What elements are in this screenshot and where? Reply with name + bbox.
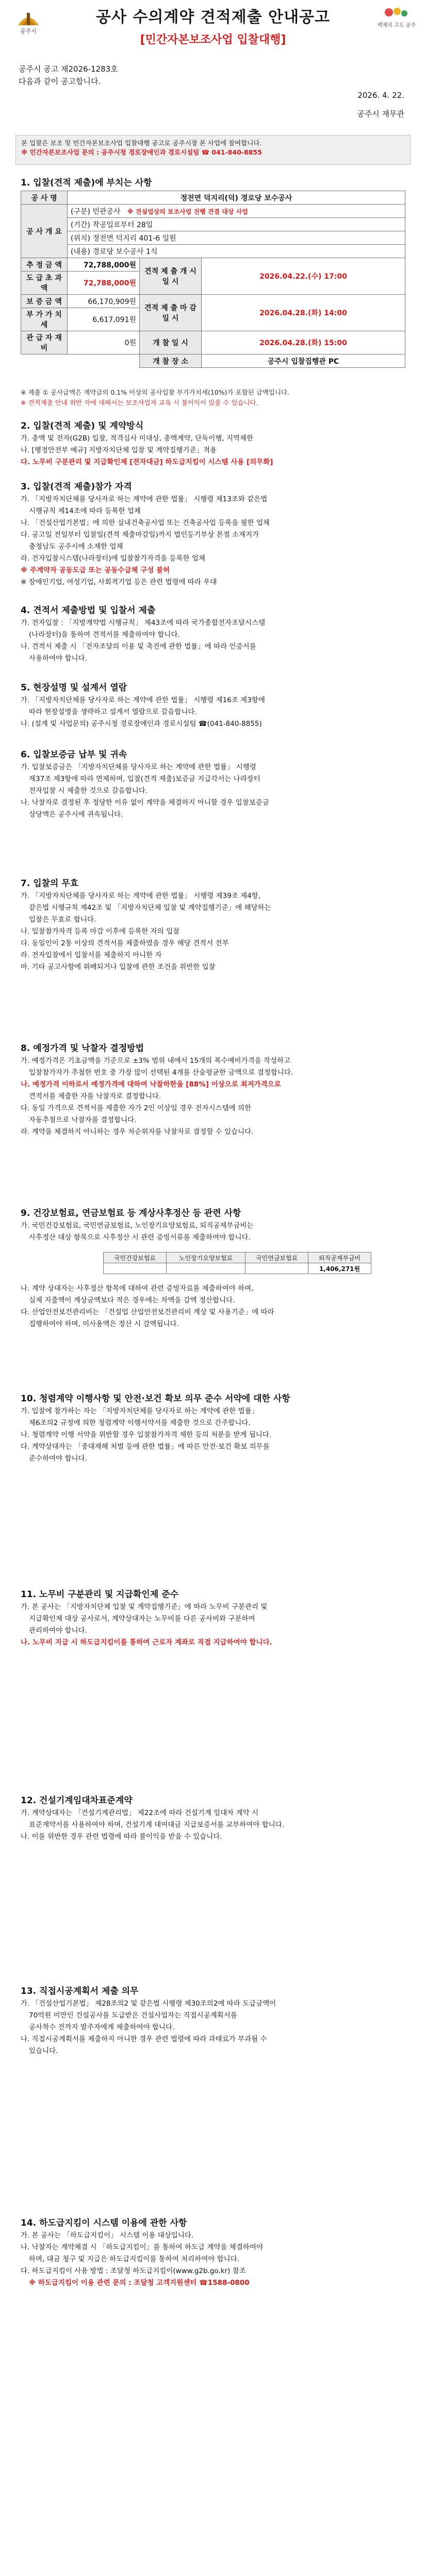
section-6-line: 제37조 제3항에 따라 면제하며, 입찰(견적 제출)보증금 지급각서는 나라장터 xyxy=(29,775,260,783)
section-7-line: 입찰은 무효로 합니다. xyxy=(29,916,96,924)
section-5-title: 5. 현장설명 및 설계서 열람 xyxy=(21,683,127,693)
section-14-line: ※ 하도급지킴이 이용 관련 문의 : 조달청 고객지원센터 ☎1588-0800 xyxy=(29,2279,250,2287)
amount-b-value: 72,788,000원 xyxy=(68,272,140,295)
start-label: 견적 제 출 개 시 일 시 xyxy=(140,258,202,295)
section-6-line: 전자입찰 시 제출한 것으로 갈음합니다. xyxy=(29,787,148,795)
section-8-line: 자동추첨으로 낙찰자를 결정합니다. xyxy=(29,1116,137,1124)
section-9-line: 실제 지출액이 계상금액보다 적은 경우에는 차액을 감액 정산합니다. xyxy=(29,1296,235,1304)
project-name: 정전면 덕지리(덕) 경로당 보수공사 xyxy=(68,191,405,205)
section-12-line: 가. 계약상대자는 「건설기계관리법」 제22조에 따라 건설기계 임대차 계약 시 xyxy=(21,1809,258,1817)
amount-b-label: 도 급 초 과 액 xyxy=(21,272,68,295)
page-title: 공사 수의계약 견적제출 안내공고 xyxy=(95,8,331,26)
section-9-line: 다. 산업안전보건관리비는 「건설업 산업안전보건관리비 계상 및 사용기준」에 따라 xyxy=(21,1308,274,1316)
section-7-title: 7. 입찰의 무효 xyxy=(21,878,79,889)
end-value: 2026.04.28.(화) 14:00 xyxy=(202,295,405,331)
section-6-body xyxy=(21,761,402,821)
section-7-line: 마. 기타 공고사항에 위배되거나 입찰에 관한 조건을 위반한 입찰 xyxy=(21,963,216,971)
amount-a-label: 추 정 금 액 xyxy=(21,258,68,272)
section-7-line: 가. 「지방자치단체를 당사자로 하는 계약에 관한 법률」 시행령 제39조 제4항, xyxy=(21,892,261,900)
section-10-title: 10. 청렴계약 이행사항 및 안전·보건 확보 의무 준수 서약에 대한 사항 xyxy=(21,1394,290,1404)
section-11-line: 관리하여야 합니다. xyxy=(29,1626,87,1635)
amount-e-value: 0원 xyxy=(68,331,140,354)
logo-text: 공주시 xyxy=(20,28,37,35)
open-place-value: 공주시 입찰집행관 PC xyxy=(202,354,405,368)
amount-d-value: 6,617,091원 xyxy=(68,308,140,331)
section-8-line: 견적서를 제출한 자를 낙찰자로 결정합니다. xyxy=(29,1092,161,1100)
section-8-title: 8. 예정가격 및 낙찰자 결정방법 xyxy=(21,1043,144,1054)
notice-intro: 다음과 같이 공고합니다. xyxy=(19,77,101,86)
section-11-title: 11. 노무비 구분관리 및 지급확인제 준수 xyxy=(21,1589,179,1600)
section-2-body xyxy=(21,433,402,468)
section-5-body xyxy=(21,694,402,730)
insurance-header: 국민연금보험료 xyxy=(245,1252,308,1263)
section-11-line: 나. 노무비 지급 시 하도급지킴이를 통하여 근로자 계좌로 직접 지급하여야 합니다. xyxy=(21,1638,272,1647)
section-9-body xyxy=(21,1220,402,1244)
section-11-body xyxy=(21,1601,402,1649)
section-2-line: 다. 노무비 구분관리 및 지급확인제 [전자대금] 하도급지킴이 시스템 사용 [의무화] xyxy=(21,458,273,466)
section-10-line: 제6조의2 규정에 의한 청렴계약 이행서약서를 제출한 것으로 간주합니다. xyxy=(29,1419,251,1427)
amount-c-label: 보 증 금 액 xyxy=(21,295,68,308)
section-1-footnote-1: ※ 제출 ① 공사금액은 계약금의 0.1% 이상의 공사입찰 부가가치세(10%)가 포함된 금액입니다. xyxy=(21,388,290,396)
insurance-header: 노인장기요양보험료 xyxy=(166,1252,245,1263)
section-2-line: 가. 총액 및 전자(G2B) 입찰, 적격심사 미대상, 총액계약, 단독이행, 지역제한 xyxy=(21,434,254,443)
end-label: 견적 제 출 마 감 일 시 xyxy=(140,295,202,331)
section-3-line: ※ 주계약자 공동도급 또는 공동수급체 구성 불허 xyxy=(21,566,170,574)
slogan-logo-text: 백제의 고도 공주 xyxy=(378,23,416,28)
page-subtitle: [민간자본보조사업 입찰대행] xyxy=(140,33,286,46)
section-12-title: 12. 건설기계임대차표준계약 xyxy=(21,1795,133,1806)
section-3-line: ※ 장애인기업, 여성기업, 사회적기업 등은 관련 법령에 따라 우대 xyxy=(21,578,217,586)
section-7-line: 다. 동일인이 2통 이상의 견적서를 제출하였을 경우 해당 견적서 전부 xyxy=(21,939,229,947)
insurance-header: 국민건강보험료 xyxy=(104,1252,167,1263)
notice-meta xyxy=(19,63,118,88)
section-11-line: 가. 본 공사는 「지방자치단체 입찰 및 계약집행기준」에 따라 노무비 구분관리 및 xyxy=(21,1603,268,1611)
section-13-line: 공사착수 전까지 발주자에게 제출하여야 합니다. xyxy=(29,2023,175,2031)
section-3-line: 충청남도 공주시에 소재한 업체 xyxy=(29,543,123,551)
section-13-line: 가. 「건설산업기본법」 제28조의2 및 같은법 시행령 제30조의2에 따라 도급금액이 xyxy=(21,1999,276,2008)
section-14-line: 가. 본 공사는 「하도급지킴이」 시스템 이용 대상입니다. xyxy=(21,2231,194,2240)
notice-date: 2026. 4. 22. xyxy=(357,91,404,100)
notice-issuer: 공주시 재무관 xyxy=(357,109,404,118)
section-3-line: 가. 「지방자치단체를 당사자로 하는 계약에 관한 법률」 시행령 제13조와 같은법 xyxy=(21,495,268,503)
section-8-line: 나. 예정가격 이하로서 예정가격에 대하여 낙찰하한율 [88%] 이상으로 최저가격으로 xyxy=(21,1080,281,1089)
section-1-footnote-2: ※ 견적제출 안내 위반 자에 대해서는 보조사업자 교육 시 불이익이 있을 수 있습니다. xyxy=(21,399,258,406)
section-10-line: 나. 청렴계약 이행 서약을 위반할 경우 입찰참가자격 제한 등의 처분을 받게 됩니다. xyxy=(21,1431,272,1439)
section-2-line: 나. [행정안전부 예규] 지방자치단체 입찰 및 계약집행기준」적용 xyxy=(21,446,217,454)
notice-line-1: 본 입찰은 보조 및 민간자본보조사업 입찰대행 공고로 공주시장 본 사업에 참여합니다. xyxy=(21,139,262,147)
amount-c-value: 66,170,909원 xyxy=(68,295,140,308)
section-9-line: 집행하여야 하며, 미사용액은 정산 시 감액됩니다. xyxy=(29,1320,179,1328)
section-3-body xyxy=(21,494,402,588)
section-6-line: 상당액은 공주시에 귀속됩니다. xyxy=(29,810,123,819)
section-10-line: 준수하여야 합니다. xyxy=(29,1454,87,1463)
insurance-table xyxy=(103,1252,371,1274)
section-14-line: 하며, 대금 청구 및 지급은 하도급지킴이를 통하여 처리하여야 합니다. xyxy=(29,2255,240,2263)
section-11-line: 지급확인제 대상 공사로서, 계약상대자는 노무비를 다른 공사비와 구분하여 xyxy=(29,1615,255,1623)
insurance-cell xyxy=(104,1263,167,1274)
amount-e-label: 관 급 자 재 비 xyxy=(21,331,68,354)
section-2-title: 2. 입찰(견적 제출) 및 계약방식 xyxy=(21,421,144,431)
section-12-line: 표준계약서를 사용하여야 하며, 건설기계 대여대금 지급보증서를 교부하여야 합니다. xyxy=(29,1821,285,1829)
open-place-label: 개 찰 장 소 xyxy=(140,354,202,368)
section-4-title: 4. 견적서 제출방법 및 입찰서 제출 xyxy=(21,605,156,616)
section-5-line: 나. (설계 및 사업문의) 공주시청 경로장애인과 경로시설팀 ☎(041-840-8855) xyxy=(21,720,262,728)
overview-item-4: (내용) 경로당 보수공사 1식 xyxy=(68,245,405,258)
header xyxy=(0,0,426,46)
notice-number: 공주시 공고 제2026-1283호 xyxy=(19,64,118,74)
section-4-body xyxy=(21,617,402,665)
title-area xyxy=(62,0,364,47)
overview-label: 공 사 개 요 xyxy=(21,205,68,258)
open-label: 개 찰 일 시 xyxy=(140,331,202,354)
section-4-line: (나라장터)을 통하여 견적서를 제출하여야 합니다. xyxy=(29,631,180,639)
section-12-body xyxy=(21,1807,402,1843)
section-13-line: 있습니다. xyxy=(29,2047,58,2055)
section-9-line: 나. 계약 상대자는 사후정산 항목에 대하여 관련 증빙자료를 제출하여야 하며, xyxy=(21,1284,254,1293)
section-13-title: 13. 직접시공계획서 제출 의무 xyxy=(21,1986,139,1996)
section-1-title: 1. 입찰(견적 제출)에 부치는 사항 xyxy=(21,178,152,188)
project-label: 공 사 명 xyxy=(21,191,68,205)
section-7-line: 나. 입찰참가자격 등록 마감 이후에 등록한 자의 입찰 xyxy=(21,927,180,936)
section-6-title: 6. 입찰보증금 납부 및 귀속 xyxy=(21,750,127,760)
section-10-line: 가. 입찰에 참가하는 자는 「지방자치단체를 당사자로 하는 계약에 관한 법률」 xyxy=(21,1407,259,1415)
section-4-line: 사용하여야 합니다. xyxy=(29,654,87,663)
section-9-line: 가. 국민건강보험료, 국민연금보험료, 노인장기요양보험료, 퇴직공제부금비는 xyxy=(21,1222,254,1230)
section-4-line: 나. 견적서 제출 시 「전자조달의 이용 및 촉진에 관한 법률」에 따라 인증서를 xyxy=(21,642,256,651)
section-14-line: 다. 하도급지킴이 사용 방법 : 조달청 하도급지킴이(www.g2b.go.kr) 참조 xyxy=(21,2267,246,2275)
section-13-body xyxy=(21,1998,402,2057)
section-14-title: 14. 하도급지킴이 시스템 이용에 관한 사항 xyxy=(21,2218,187,2228)
amount-a-value: 72,788,000원 xyxy=(68,258,140,272)
section-6-line: 나. 낙찰자로 결정된 후 정당한 이유 없이 계약을 체결하지 아니할 경우 입찰보증금 xyxy=(21,799,269,807)
amount-d-label: 부 가 가 치 세 xyxy=(21,308,68,331)
section-3-line: 다. 공고일 전일부터 입찰일(견적 제출마감일)까지 법인등기부상 본점 소재지가 xyxy=(21,531,259,539)
section-8-line: 가. 예정가격은 기초금액을 기준으로 ±3% 범위 내에서 15개의 복수예비가격을 작성하고 xyxy=(21,1057,291,1065)
overview-item-3: (위치) 정전면 덕지리 401-6 일원 xyxy=(68,231,405,245)
insurance-cell: 1,406,271원 xyxy=(308,1263,371,1274)
insurance-cell xyxy=(245,1263,308,1274)
section-14-line: 나. 낙찰자는 계약체결 시 「하도급지킴이」를 통하여 하도급 계약을 체결하여야 xyxy=(21,2243,263,2251)
section-8-line: 입찰참가자가 추첨한 번호 중 가장 많이 선택된 4개를 산술평균한 금액으로 결정합니다. xyxy=(29,1069,293,1077)
section-8-line: 라. 계약을 체결하지 아니하는 경우 차순위자를 낙찰자로 결정할 수 있습니다. xyxy=(21,1128,254,1136)
insurance-cell xyxy=(166,1263,245,1274)
slogan-logo-icon xyxy=(378,5,416,32)
section-9-line: 사후정산 대상 항목으로 사후정산 시 관련 증빙서류를 제출하여야 합니다. xyxy=(29,1233,251,1242)
section-3-line: 라. 전자입찰시스템(나라장터)에 입찰참가자격을 등록한 업체 xyxy=(21,554,206,563)
notice-line-2: ※ 민간자본보조사업 문의 : 공주시청 경로장애인과 경로시설팀 ☎ 041-840-8855 xyxy=(21,148,262,156)
section-14-body xyxy=(21,2230,402,2289)
section-7-line: 같은법 시행규칙 제42조 및 「지방자치단체 입찰 및 계약집행기준」에 해당하는 xyxy=(29,904,271,912)
section-5-line: 가. 「지방자치단체를 당사자로 하는 계약에 관한 법률」 시행령 제16조 제3항에 xyxy=(21,696,265,704)
insurance-header: 퇴직공제부금비 xyxy=(308,1252,371,1263)
section-9-body-after xyxy=(21,1283,402,1330)
section-10-body xyxy=(21,1405,402,1465)
section-4-line: 가. 전자입찰 : 「지방계약법 시행규칙」 제43조에 따라 국가종합전자조달시스템 xyxy=(21,619,266,627)
section-13-line: 70억원 미만인 건설공사를 도급받은 건설사업자는 직접시공계획서를 xyxy=(29,2011,237,2020)
section-12-line: 나. 이를 위반한 경우 관련 법령에 따라 불이익을 받을 수 있습니다. xyxy=(21,1833,222,1841)
section-7-line: 라. 전자입찰에서 입찰서를 제출하지 아니한 자 xyxy=(21,951,162,959)
section-13-line: 나. 직접시공계획서를 제출하지 아니한 경우 관련 법령에 따라 과태료가 부과될 수 xyxy=(21,2035,267,2043)
section-9-title: 9. 건강보험료, 연금보험료 등 계상사후정산 등 관련 사항 xyxy=(21,1208,241,1218)
section-3-title: 3. 입찰(견적 제출)참가 자격 xyxy=(21,482,132,492)
section-10-line: 다. 계약상대자는 「중대재해 처벌 등에 관한 법률」에 따른 안전·보건 확보 의무를 xyxy=(21,1443,270,1451)
open-value: 2026.04.28.(화) 15:00 xyxy=(202,331,405,354)
section-3-line: 나. 「건설산업기본법」에 의한 실내건축공사업 또는 건축공사업 등록을 필한 업체 xyxy=(21,519,270,527)
section-5-line: 따라 현장설명을 생략하고 설계서 열람으로 갈음합니다. xyxy=(29,708,197,716)
start-value: 2026.04.22.(수) 17:00 xyxy=(202,258,405,295)
overview-item-1: (구분) 민관공사 ※ 견설업상의 보조사업 진행 견결 대상 사업 xyxy=(68,205,405,218)
section-6-line: 가. 입찰보증금은 「지방자치단체를 당사자로 하는 계약에 관한 법률」 시행령 xyxy=(21,763,256,771)
notice-box xyxy=(15,135,411,165)
section-8-line: 다. 동일 가격으로 견적서를 제출한 자가 2인 이상일 경우 전자시스템에 의한 xyxy=(21,1104,252,1112)
overview-item-2: (기간) 착공일로부터 28일 xyxy=(68,218,405,231)
section-3-line: 시행규칙 제14조에 따라 등록한 업체 xyxy=(29,507,141,515)
section-8-body xyxy=(21,1055,402,1138)
section-7-body xyxy=(21,890,402,973)
bid-info-table xyxy=(21,191,405,368)
